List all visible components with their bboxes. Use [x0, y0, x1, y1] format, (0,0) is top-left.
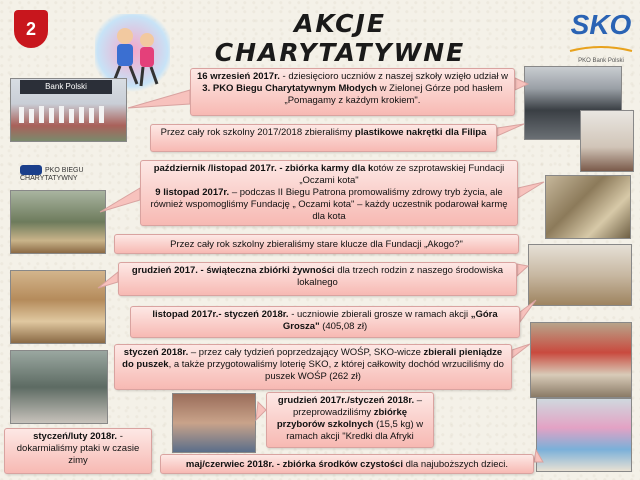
event-date: styczeń 2018r.	[123, 347, 189, 358]
event-text: - uczniowie zbierali grosze w ramach akcji	[288, 309, 471, 320]
event-box-wosp	[114, 344, 512, 390]
event-text: - dokarmialiśmy ptaki w czasie zimy	[16, 431, 140, 466]
event-highlight: zbierali pieniądze do puszek	[122, 347, 503, 370]
event-date: 16 wrzesień 2017r.	[196, 71, 280, 82]
event-box-keys: Przez cały rok szkolny zbieraliśmy stare klucze dla Fundacji „Akogo?"	[114, 234, 519, 254]
event-box-cat-food	[140, 160, 518, 226]
event-text: – podczas II Biegu Patrona promowaliśmy zdrowy tryb życia, ale również wspomogliśmy Fundację „ Oczami kota" – każdy uczestnik podarował karmę dla kota	[150, 187, 508, 222]
event-text: w Zielonej Górze pod hasłem „Pomagamy z każdym krokiem".	[284, 83, 503, 106]
event-date: październik /listopad 2017r. - zbiórka karmy dla k	[153, 163, 374, 174]
school-logo: 2	[14, 10, 48, 48]
event-highlight: plastikowe nakrętki dla Filipa	[354, 127, 487, 138]
event-text: – przeprowadziliśmy	[292, 395, 423, 418]
event-text: (15,5 kg) w ramach akcji "Kredki dla Afryki	[286, 419, 424, 442]
event-text: - dziesięcioro uczniów z naszej szkoły wzięło udział w	[279, 71, 508, 82]
event-date: styczeń/luty 2018r.	[33, 431, 118, 442]
event-date: maj/czerwiec 2018r.	[185, 459, 275, 470]
event-text: dla najuboższych dzieci.	[402, 459, 509, 470]
event-date: grudzień 2017r./styczeń 2018r.	[277, 395, 415, 406]
sko-logo-text: SKO	[570, 9, 632, 40]
event-text: dla trzech rodzin z naszego środowiska lokalnego	[297, 265, 504, 288]
bank-sign: Bank Polski	[20, 80, 112, 94]
event-text: , a także przygotowaliśmy loterię SKO, z której całkowity dochód wrzuciliśmy do puszek WOŚP (262 zł)	[168, 359, 504, 382]
event-highlight: grudzień 2017. - świąteczna zbiórki żywności	[131, 265, 335, 276]
event-date: listopad 2017r.- styczeń 2018r.	[152, 309, 289, 320]
event-highlight: 3. PKO Biegu Charytatywnym Młodych	[202, 83, 378, 94]
event-highlight: „Góra Grosza"	[282, 309, 498, 332]
page-title: AKCJE CHARYTATYWNE	[214, 9, 466, 67]
event-box-caps	[150, 124, 497, 152]
sko-logo-subtitle: PKO Bank Polski	[578, 58, 624, 64]
event-text: otów ze szprotawskiej Fundacji „Oczami kota"	[299, 163, 505, 186]
event-box-cleaning	[160, 454, 534, 474]
event-box-pko-run	[190, 68, 515, 116]
event-text: Przez cały rok szkolny 2017/2018 zbieraliśmy	[160, 127, 355, 138]
event-highlight: - zbiórka środków czystości	[274, 459, 403, 470]
event-box-food-collection	[118, 262, 517, 296]
event-box-school-supplies	[266, 392, 434, 448]
event-text: (405,08 zł)	[319, 321, 368, 332]
event-text: – przez cały tydzień poprzedzający WOŚP, SKO-wicze	[188, 347, 424, 358]
event-highlight: zbiórkę przyborów szkolnych	[276, 407, 408, 430]
pko-run-label: PKO BIEGU CHARYTATYWNY	[20, 166, 84, 182]
event-box-birds	[4, 428, 152, 474]
event-box-gora-grosza	[130, 306, 520, 338]
event-date: 9 listopad 2017r.	[155, 187, 230, 198]
